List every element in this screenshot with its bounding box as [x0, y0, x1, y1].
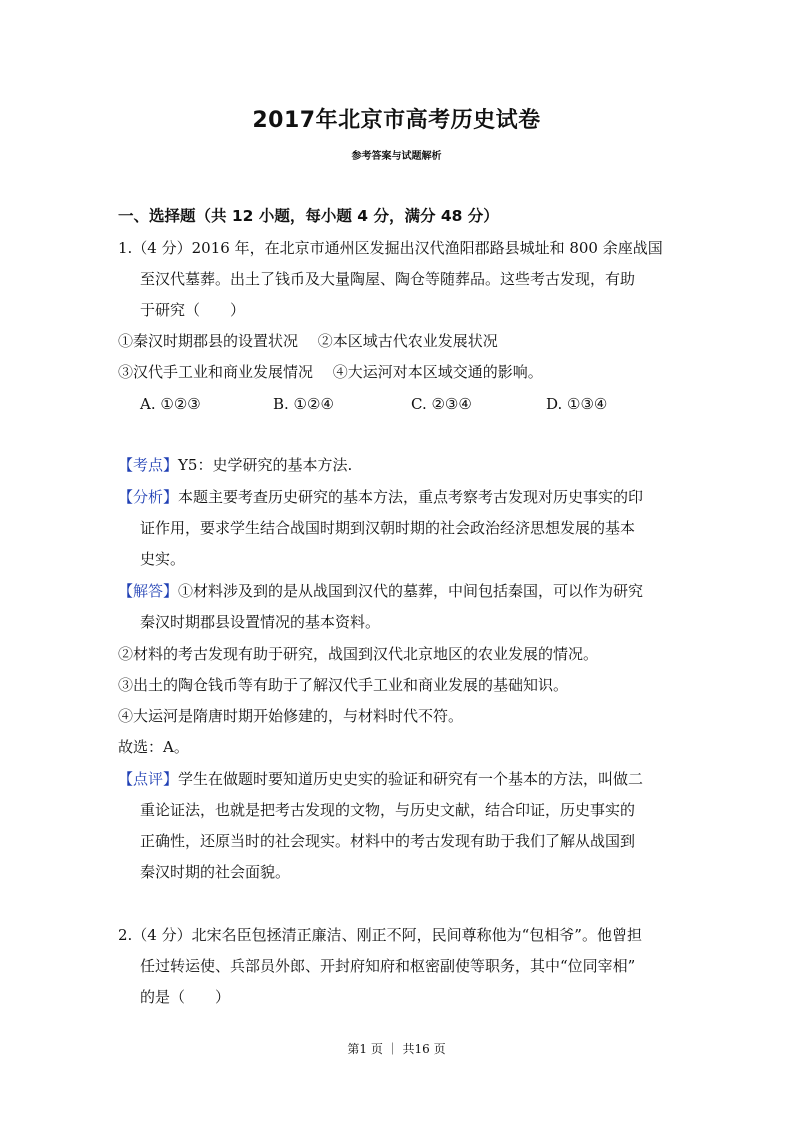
fenxi-tag: 【分析】 [118, 488, 179, 506]
q1-stem-line: 1.（4 分）2016 年，在北京市通州区发掘出汉代渔阳郡路县城址和 800 余座战国 [118, 239, 663, 257]
dianping-line [118, 768, 643, 790]
answer-line: 故选：A。 [118, 738, 189, 756]
dianping-text: 正确性，还原当时的社会现实。材料中的考古发现有助于我们了解从战国到 [140, 832, 636, 850]
q1-stem-line: 于研究（ ） [140, 301, 246, 319]
jieda-text: ③出土的陶仓钱币等有助于了解汉代手工业和商业发展的基础知识。 [118, 676, 569, 694]
fenxi-text: 史实。 [140, 550, 186, 568]
q1-option-a: A. ①②③ [140, 395, 201, 413]
fenxi-line [118, 486, 643, 508]
q2-stem-line: 的是（ ） [140, 988, 231, 1006]
fenxi-text: 证作用，要求学生结合战国时期到汉朝时期的社会政治经济思想发展的基本 [140, 519, 636, 537]
jieda-text: ④大运河是隋唐时期开始修建的，与材料时代不符。 [118, 707, 464, 725]
q1-option-c: C. ②③④ [411, 395, 472, 413]
q1-stem-line: 至汉代墓葬。出土了钱币及大量陶屋、陶仓等随葬品。这些考古发现，有助 [140, 270, 636, 288]
dianping-text: 秦汉时期的社会面貌。 [140, 863, 291, 881]
fenxi-text: 本题主要考查历史研究的基本方法，重点考察考古发现对历史事实的印 [178, 488, 644, 506]
q1-item-line: ①秦汉时期郡县的设置状况 ②本区域古代农业发展状况 [118, 332, 498, 350]
q1-options [0, 393, 793, 415]
q1-option-d: D. ①③④ [546, 395, 608, 413]
dianping-text: 学生在做题时要知道历史史实的验证和研究有一个基本的方法，叫做二 [178, 770, 644, 788]
dianping-text: 重论证法，也就是把考古发现的文物，与历史文献，结合印证，历史事实的 [140, 801, 636, 819]
jieda-tag: 【解答】 [118, 582, 179, 600]
q1-item-line: ③汉代手工业和商业发展情况 ④大运河对本区域交通的影响。 [118, 363, 543, 381]
kaodian-tag: 【考点】 [118, 456, 179, 474]
section-heading: 一、选择题（共 12 小题，每小题 4 分，满分 48 分） [118, 207, 499, 225]
kaodian-line [118, 454, 352, 476]
document-subtitle: 参考答案与试题解析 [351, 151, 442, 162]
dianping-tag: 【点评】 [118, 770, 179, 788]
jieda-text: ②材料的考古发现有助于研究，战国到汉代北京地区的农业发展的情况。 [118, 645, 599, 663]
kaodian-text: Y5：史学研究的基本方法. [178, 456, 353, 474]
q2-stem-line: 任过转运使、兵部员外郎、开封府知府和枢密副使等职务，其中“位同宰相” [140, 957, 636, 975]
page-footer: 第1 页 ｜ 共16 页 [347, 1042, 446, 1056]
q1-option-b: B. ①②④ [273, 395, 334, 413]
jieda-text: ①材料涉及到的是从战国到汉代的墓葬，中间包括秦国，可以作为研究 [178, 582, 644, 600]
jieda-text: 秦汉时期郡县设置情况的基本资料。 [140, 613, 381, 631]
document-title: 2017年北京市高考历史试卷 [252, 108, 541, 133]
q2-stem-line: 2.（4 分）北宋名臣包拯清正廉洁、刚正不阿，民间尊称他为“包相爷”。他曾担 [118, 926, 642, 944]
jieda-line [118, 580, 643, 602]
